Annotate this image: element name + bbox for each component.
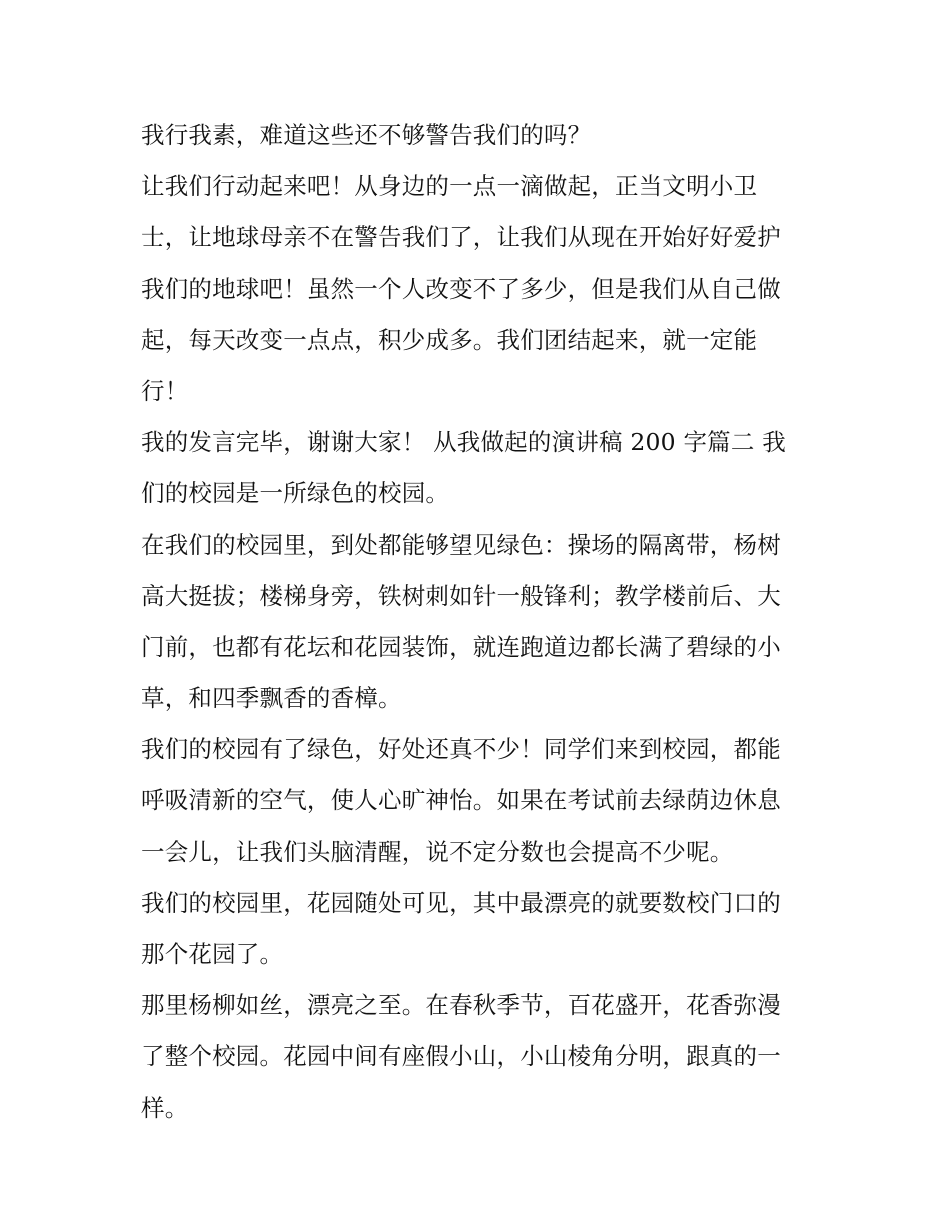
text-line: 我行我素，难道这些还不够警告我们的吗？ [141, 121, 592, 149]
text-line: 一会儿，让我们头脑清醒，说不定分数也会提高不少呢。 [141, 837, 734, 866]
text-line: 呼吸清新的空气，使人心旷神怡。如果在考试前去绿荫边休息 [141, 786, 781, 815]
text-line: 了整个校园。花园中间有座假小山，小山棱角分明，跟真的一 [141, 1042, 781, 1071]
text-line: 那里杨柳如丝，漂亮之至。在春秋季节，百花盛开，花香弥漫 [141, 991, 781, 1020]
text-line: 在我们的校园里，到处都能够望见绿色：操场的隔离带，杨树 [141, 530, 781, 559]
text-line: 门前，也都有花坛和花园装饰，就连跑道边都长满了碧绿的小 [141, 632, 781, 661]
text-line: 们的校园是一所绿色的校园。 [141, 479, 450, 508]
text-line: 那个花园了。 [141, 940, 284, 968]
text-line: 我的发言完毕，谢谢大家！ 从我做起的演讲稿 200 字篇二 我 [141, 428, 786, 457]
text-line: 我们的地球吧！虽然一个人改变不了多少，但是我们从自己做 [141, 274, 781, 303]
text-line: 让我们行动起来吧！从身边的一点一滴做起，正当文明小卫 [141, 172, 758, 201]
text-line: 起，每天改变一点点，积少成多。我们团结起来，就一定能 [141, 325, 758, 354]
text-line: 士，让地球母亲不在警告我们了，让我们从现在开始好好爱护 [141, 223, 781, 252]
text-line: 高大挺拔；楼梯身旁，铁树刺如针一般锋利；教学楼前后、大 [141, 581, 781, 610]
text-line: 草，和四季飘香的香樟。 [141, 684, 402, 713]
text-line: 样。 [141, 1093, 189, 1122]
text-line: 我们的校园里，花园随处可见，其中最漂亮的就要数校门口的 [141, 888, 781, 917]
text-line: 我们的校园有了绿色，好处还真不少！同学们来到校园，都能 [141, 735, 781, 764]
body-text [141, 110, 817, 1134]
text-line: 行！ [141, 376, 189, 405]
